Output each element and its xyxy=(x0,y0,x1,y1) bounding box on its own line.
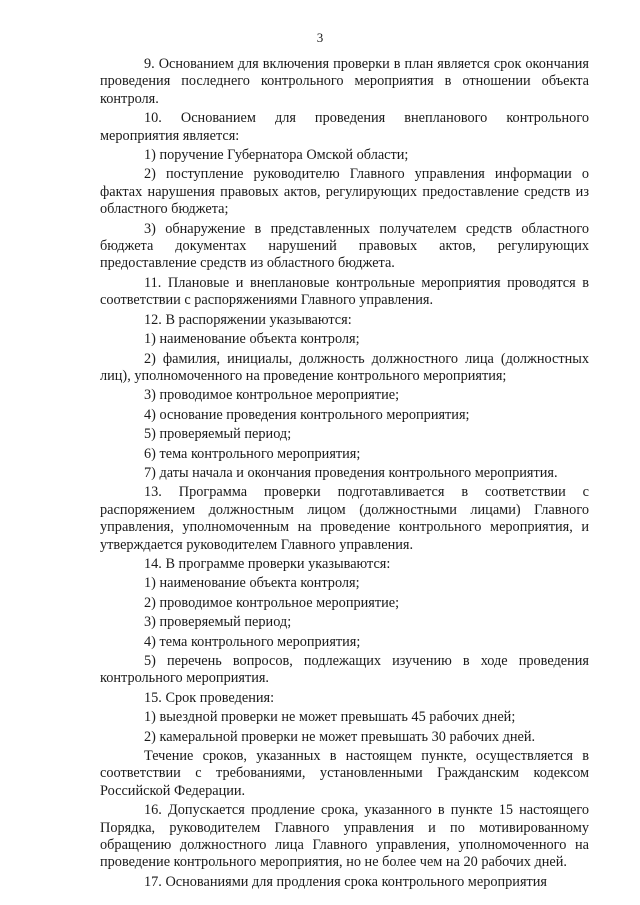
paragraph-11: 11. Плановые и внеплановые контрольные мероприятия проводятся в соответствии с распоряжениями Главного управления. xyxy=(100,274,589,309)
paragraph-10-item-2: 2) поступление руководителю Главного управления информации о фактах нарушения правовых актов, регулирующих предоставление средств из областного бюджета; xyxy=(100,166,589,218)
paragraph-14-item-1: 1) наименование объекта контроля; xyxy=(144,575,360,592)
paragraph-12-item-3: 3) проводимое контрольное мероприятие; xyxy=(144,387,400,404)
paragraph-14: 14. В программе проверки указываются: xyxy=(144,555,391,572)
paragraph-15-item-1: 1) выездной проверки не может превышать 45 рабочих дней; xyxy=(144,709,516,726)
paragraph-10-item-1: 1) поручение Губернатора Омской области; xyxy=(144,147,409,164)
paragraph-12-item-2: 2) фамилия, инициалы, должность должностного лица (должностных лиц), уполномоченного на проведение контрольного мероприятия; xyxy=(100,350,589,384)
page-number: 3 xyxy=(316,30,324,45)
document-body xyxy=(100,56,589,891)
paragraph-12-item-4: 4) основание проведения контрольного мероприятия; xyxy=(144,406,470,423)
paragraph-12-item-1: 1) наименование объекта контроля; xyxy=(144,331,360,348)
paragraph-12-item-5: 5) проверяемый период; xyxy=(144,426,292,443)
paragraph-9: 9. Основанием для включения проверки в план является срок окончания проведения последнего контрольного мероприятия в отношении объекта контроля. xyxy=(100,56,589,107)
paragraph-14-item-5: 5) перечень вопросов, подлежащих изучению в ходе проведения контрольного мероприятия. xyxy=(100,653,589,687)
paragraph-16: 16. Допускается продление срока, указанного в пункте 15 настоящего Порядка, руководителем Главного управления и по мотивированному обращению должностного лица Главного управления, уполномоченного на проведение контрольного мероприятия, но не более чем на 20 рабочих дней. xyxy=(100,802,589,871)
paragraph-12-item-7: 7) даты начала и окончания проведения контрольного мероприятия. xyxy=(144,464,558,481)
paragraph-15: 15. Срок проведения: xyxy=(144,689,275,706)
paragraph-10-item-3: 3) обнаружение в представленных получателем средств областного бюджета документах нарушений правовых актов, регулирующих предоставление средств из областного бюджета. xyxy=(100,220,589,272)
paragraph-12: 12. В распоряжении указываются: xyxy=(144,311,352,328)
paragraph-12-item-6: 6) тема контрольного мероприятия; xyxy=(144,445,361,462)
paragraph-10: 10. Основанием для проведения внепланового контрольного мероприятия является: xyxy=(100,110,589,144)
paragraph-15-note: Течение сроков, указанных в настоящем пункте, осуществляется в соответствии с требованиями, установленными Гражданским кодексом Российской Федерации. xyxy=(100,748,589,799)
paragraph-14-item-4: 4) тема контрольного мероприятия; xyxy=(144,633,361,650)
paragraph-14-item-2: 2) проводимое контрольное мероприятие; xyxy=(144,594,400,611)
paragraph-17: 17. Основаниями для продления срока контрольного мероприятия xyxy=(144,873,547,890)
paragraph-13: 13. Программа проверки подготавливается в соответствии с распоряжением должностным лицом (должностными лицами) Главного управления, уполномоченным на проведение контрольного мероприятия, и утверждается руководителем Главного управления. xyxy=(100,484,589,553)
paragraph-14-item-3: 3) проверяемый период; xyxy=(144,614,292,631)
paragraph-15-item-2: 2) камеральной проверки не может превышать 30 рабочих дней. xyxy=(144,728,536,745)
